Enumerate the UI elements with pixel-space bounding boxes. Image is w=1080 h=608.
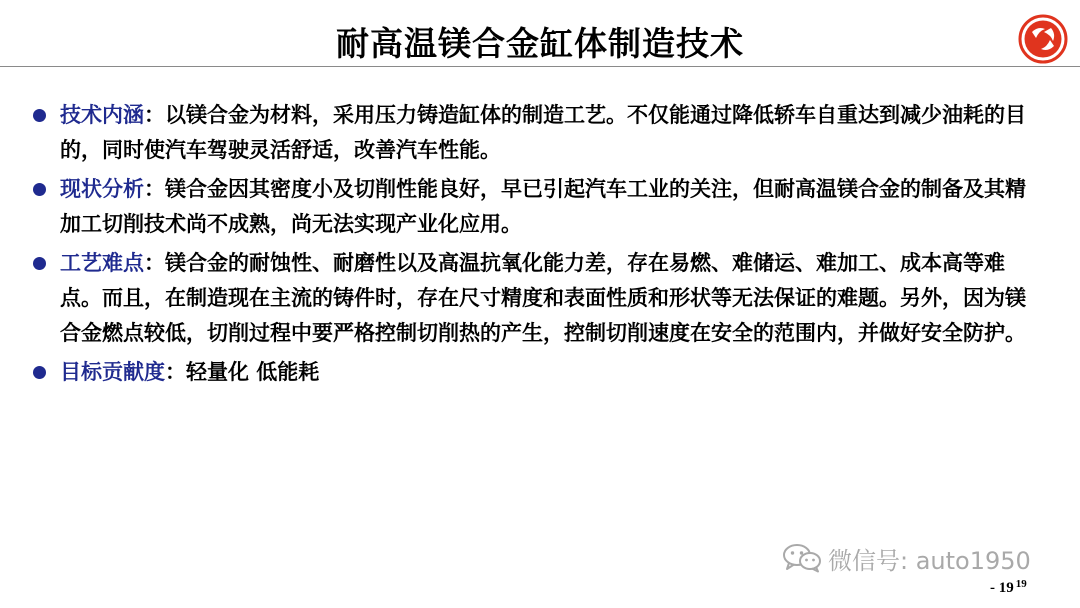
item-label: 工艺难点: [60, 251, 144, 275]
list-item: [33, 172, 1043, 242]
item-separator: ：: [165, 360, 186, 384]
bullet-icon: [33, 183, 46, 196]
bullet-icon: [33, 366, 46, 379]
bullet-list: [33, 98, 1043, 394]
item-separator: ：: [144, 251, 165, 275]
list-item: [33, 355, 1043, 390]
item-text: 轻量化 低能耗: [186, 360, 320, 384]
wechat-icon: [782, 543, 822, 573]
item-label: 现状分析: [60, 177, 144, 201]
bullet-icon: [33, 109, 46, 122]
page-number: [990, 580, 1027, 597]
list-item: [33, 246, 1043, 351]
list-item: [33, 98, 1043, 168]
item-text: 镁合金因其密度小及切削性能良好，早已引起汽车工业的关注，但耐高温镁合金的制备及其精加工切削技术尚不成熟，尚无法实现产业化应用。: [60, 177, 1026, 236]
watermark: [782, 540, 1031, 576]
item-text: 以镁合金为材料，采用压力铸造缸体的制造工艺。不仅能通过降低轿车自重达到减少油耗的目的，同时使汽车驾驶灵活舒适，改善汽车性能。: [60, 103, 1026, 162]
item-label: 技术内涵: [60, 103, 144, 127]
slide-title: 耐高温镁合金缸体制造技术: [336, 24, 744, 63]
item-separator: ：: [144, 103, 165, 127]
title-divider: [0, 66, 1080, 67]
item-separator: ：: [144, 177, 165, 201]
page-number-sup: 19: [1015, 578, 1027, 590]
page-number-main: - 19: [990, 580, 1014, 596]
item-label: 目标贡献度: [60, 360, 165, 384]
brand-logo-icon: [1018, 14, 1068, 64]
watermark-text: 微信号: auto1950: [828, 546, 1031, 575]
bullet-icon: [33, 257, 46, 270]
item-text: 镁合金的耐蚀性、耐磨性以及高温抗氧化能力差，存在易燃、难储运、难加工、成本高等难点。而且，在制造现在主流的铸件时，存在尺寸精度和表面性质和形状等无法保证的难题。另外，因为镁合金燃点较低，切削过程中要严格控制切削热的产生，控制切削速度在安全的范围内，并做好安全防护。: [60, 251, 1026, 345]
